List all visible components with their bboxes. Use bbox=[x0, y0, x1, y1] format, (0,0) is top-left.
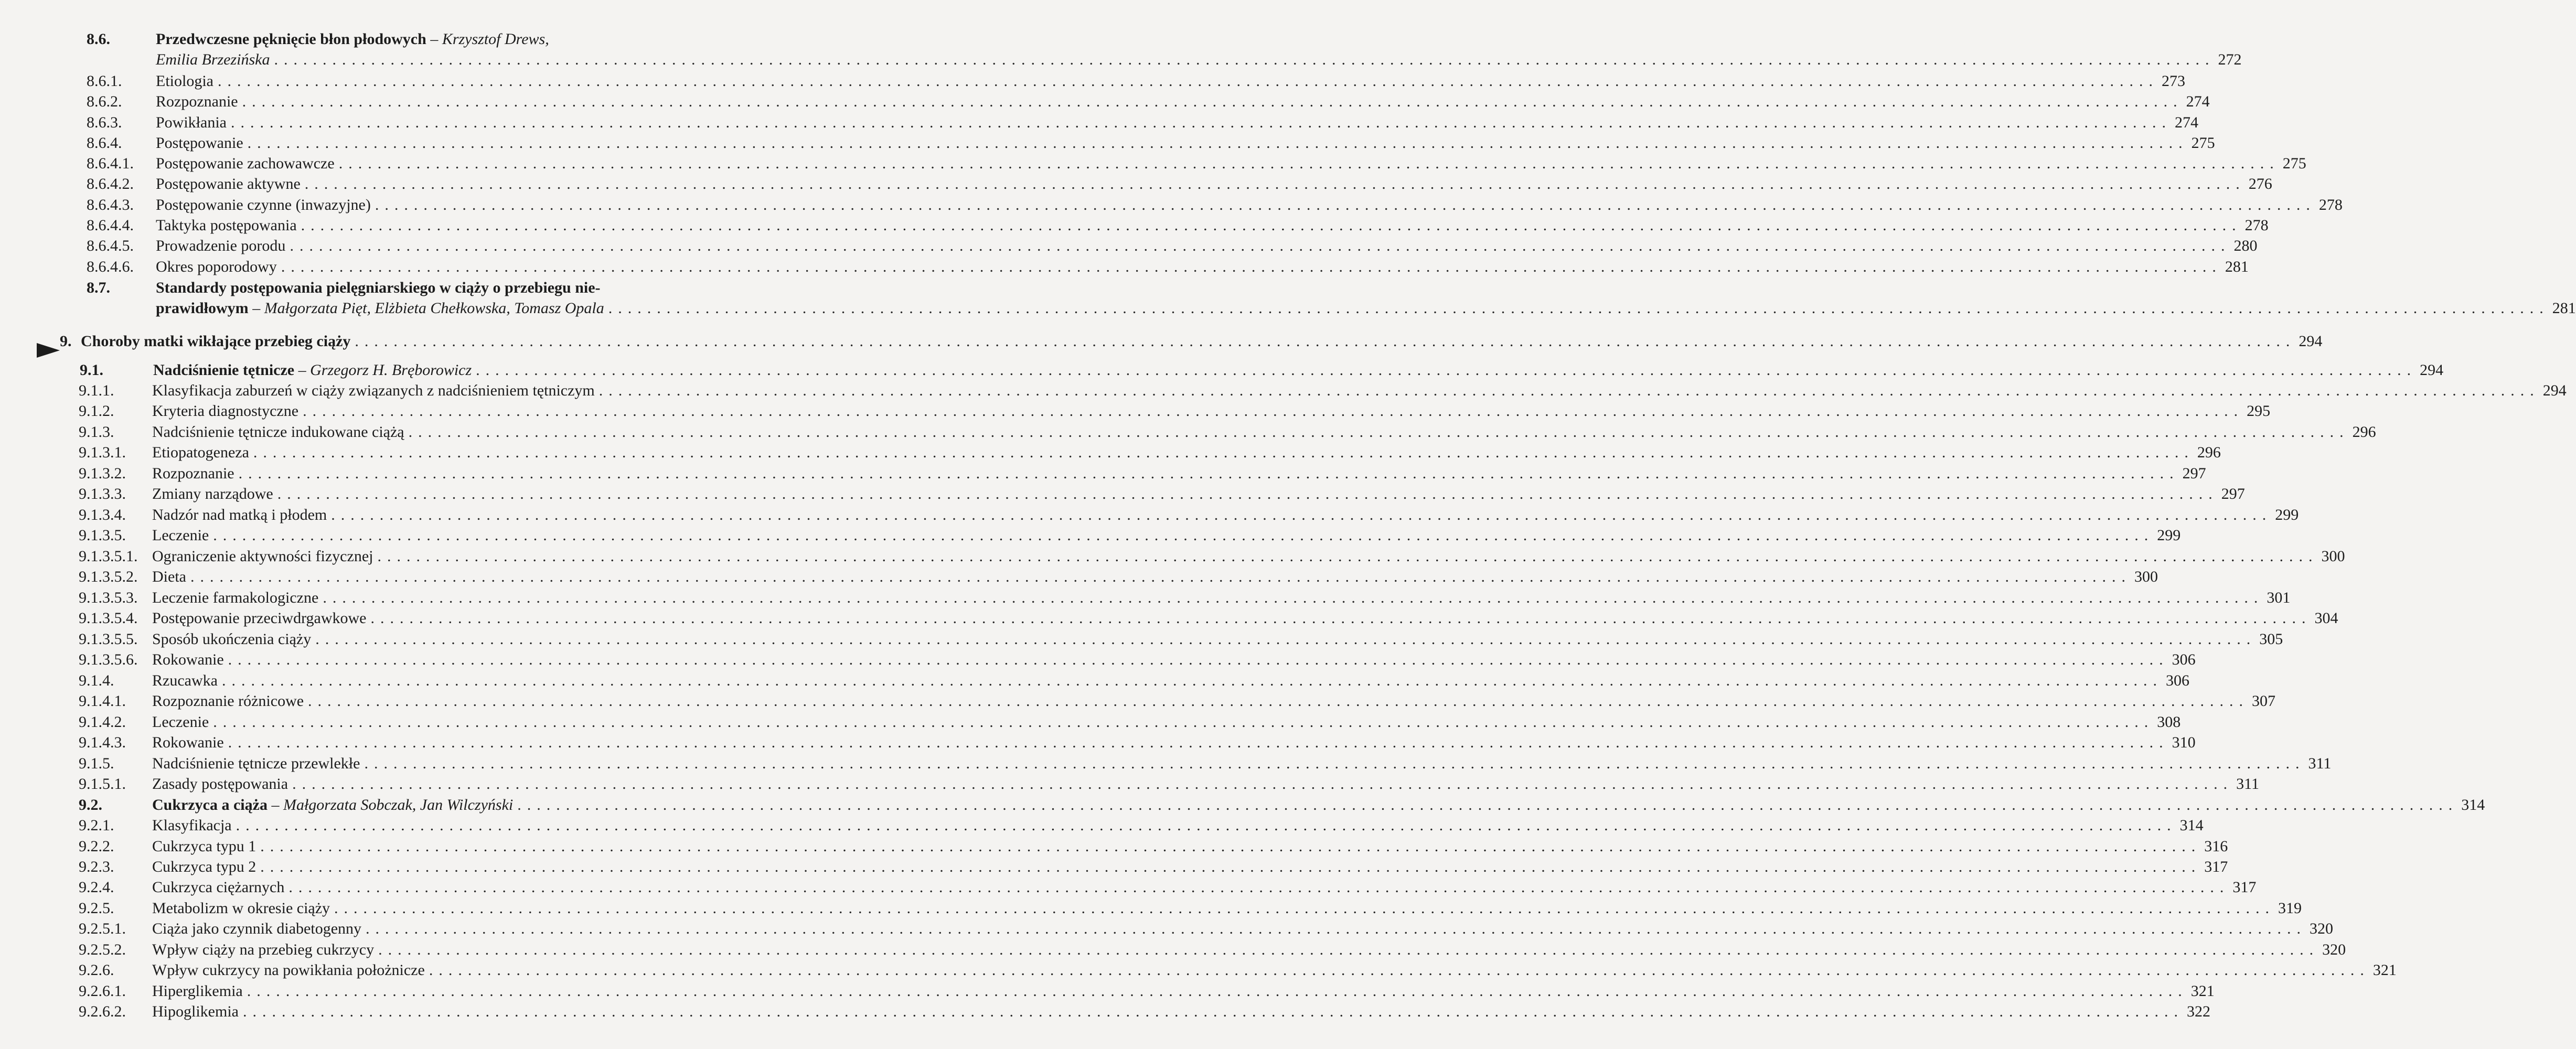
toc-entry bbox=[79, 712, 2181, 732]
toc-entry bbox=[79, 857, 2228, 877]
toc-entry bbox=[79, 795, 2485, 815]
toc-leader-dots: ........................................................................................................................................................................................................ bbox=[304, 175, 2246, 192]
toc-entry-page: 301 bbox=[2267, 589, 2291, 606]
toc-entry-page: 297 bbox=[2182, 465, 2206, 482]
toc-entry-number: 9. bbox=[60, 333, 72, 350]
toc-leader-dots: ........................................................................................................................................................................................................ bbox=[370, 609, 2312, 627]
toc-entry-title: Rozpoznanie bbox=[156, 93, 238, 110]
toc-entry-page: 278 bbox=[2318, 196, 2343, 213]
toc-entry-number: 8.6.3. bbox=[87, 114, 122, 131]
toc-entry-title: Nadciśnienie tętnicze bbox=[153, 361, 295, 379]
toc-leader-dots: ........................................................................................................................................................................................................ bbox=[517, 796, 2459, 813]
toc-entry bbox=[79, 898, 2302, 918]
toc-leader-dots: ........................................................................................................................................................................................................ bbox=[331, 506, 2272, 523]
toc-leader-dots: ........................................................................................................................................................................................................ bbox=[277, 485, 2218, 502]
toc-entry bbox=[79, 877, 2257, 897]
toc-entry-number: 9.2.4. bbox=[79, 879, 114, 896]
toc-entry bbox=[79, 919, 2334, 939]
toc-leader-dots: ........................................................................................................................................................................................................ bbox=[323, 589, 2264, 606]
toc-leader-dots: ........................................................................................................................................................................................................ bbox=[247, 982, 2188, 1000]
toc-entry-title: Postępowanie przeciwdrgawkowe bbox=[152, 609, 367, 627]
toc-leader-dots: ........................................................................................................................................................................................................ bbox=[221, 672, 2163, 689]
toc-entry-title: prawidłowym bbox=[156, 299, 249, 317]
toc-entry-page: 281 bbox=[2225, 258, 2249, 275]
toc-entry-title: Etiologia bbox=[156, 72, 213, 90]
toc-entry-title: Rzucawka bbox=[152, 672, 218, 689]
toc-entry bbox=[87, 195, 2343, 215]
toc-entry bbox=[80, 360, 2444, 380]
toc-entry-number: 9.1.3.5.4. bbox=[79, 609, 138, 627]
toc-entry-title: Leczenie bbox=[152, 713, 209, 731]
toc-entry-page: 316 bbox=[2204, 838, 2228, 855]
toc-entry-title: Rozpoznanie różnicowe bbox=[152, 692, 304, 710]
toc-entry-title: Powikłania bbox=[156, 114, 227, 131]
toc-entry-title: Etiopatogeneza bbox=[152, 444, 249, 461]
toc-entry-number: 9.1.4.2. bbox=[79, 713, 126, 731]
toc-entry-number: 8.6.4.6. bbox=[87, 258, 134, 275]
toc-entry-page: 304 bbox=[2314, 609, 2338, 627]
toc-leader-dots: ........................................................................................................................................................................................................ bbox=[190, 568, 2131, 585]
toc-entry-page: 274 bbox=[2175, 114, 2198, 131]
toc-entry bbox=[79, 443, 2221, 463]
toc-entry-number: 8.6.2. bbox=[87, 93, 122, 110]
toc-entry-title: Ograniczenie aktywności fizycznej bbox=[152, 548, 373, 565]
toc-entry-number: 9.1.3.2. bbox=[79, 465, 126, 482]
toc-entry-title: Sposób ukończenia ciąży bbox=[152, 630, 312, 648]
toc-leader-dots: ........................................................................................................................................................................................................ bbox=[476, 361, 2417, 379]
toc-entry-title: Cukrzyca ciężarnych bbox=[152, 879, 285, 896]
toc-entry-title: Dieta bbox=[152, 568, 186, 585]
toc-entry-title: Rokowanie bbox=[152, 734, 224, 751]
toc-leader-dots: ........................................................................................................................................................................................................ bbox=[260, 838, 2201, 855]
toc-entry-number: 8.6.4.4. bbox=[87, 217, 134, 234]
toc-entry bbox=[87, 154, 2306, 174]
toc-leader-dots: ........................................................................................................................................................................................................ bbox=[231, 114, 2172, 131]
toc-entry-page: 281 bbox=[2552, 299, 2576, 317]
toc-entry-title: Zmiany narządowe bbox=[152, 485, 273, 502]
toc-entry-page: 310 bbox=[2172, 734, 2196, 751]
toc-entry-author: – Małgorzata Pięt, Elżbieta Chełkowska, Tomasz Opala bbox=[248, 299, 604, 317]
toc-entry-page: 317 bbox=[2204, 858, 2228, 875]
toc-entry-number: 8.6.4.1. bbox=[87, 155, 134, 172]
toc-entry-page: 297 bbox=[2221, 485, 2245, 502]
toc-entry bbox=[79, 754, 2332, 774]
toc-entry-number: 9.1.3.5.3. bbox=[79, 589, 138, 606]
toc-entry bbox=[79, 401, 2271, 421]
toc-entry-number: 9.1.3.5. bbox=[79, 527, 126, 544]
toc-leader-dots: ........................................................................................................................................................................................................ bbox=[408, 423, 2349, 441]
toc-entry-number: 8.6.4. bbox=[87, 134, 122, 152]
toc-entry bbox=[79, 650, 2196, 670]
toc-entry bbox=[87, 298, 2576, 318]
toc-leader-dots: ........................................................................................................................................................................................................ bbox=[364, 755, 2305, 772]
toc-entry-number: 9.1.3.5.2. bbox=[79, 568, 138, 585]
toc-entry-page: 276 bbox=[2248, 175, 2272, 192]
toc-leader-dots: ........................................................................................................................................................................................................ bbox=[303, 402, 2244, 420]
toc-entry bbox=[87, 216, 2269, 236]
toc-leader-dots: ........................................................................................................................................................................................................ bbox=[247, 134, 2188, 152]
toc-entry-number: 9.2.5.2. bbox=[79, 941, 126, 958]
toc-entry bbox=[87, 236, 2258, 256]
toc-entry-number: 9.1.3.1. bbox=[79, 444, 126, 461]
toc-entry-title: Postępowanie zachowawcze bbox=[156, 155, 335, 172]
toc-entry-number: 9.1.4. bbox=[79, 672, 114, 689]
toc-entry-page: 272 bbox=[2218, 51, 2242, 68]
toc-entry-page: 280 bbox=[2233, 237, 2258, 254]
toc-entry bbox=[79, 1002, 2210, 1022]
toc-entry-number: 8.7. bbox=[87, 279, 110, 296]
toc-entry-number: 8.6. bbox=[87, 30, 110, 48]
toc-entry-number: 9.1.3.4. bbox=[79, 506, 126, 523]
toc-entry bbox=[79, 774, 2259, 794]
toc-entry-number: 9.2.3. bbox=[79, 858, 114, 875]
toc-leader-dots: ........................................................................................................................................................................................................ bbox=[308, 692, 2249, 710]
toc-entry-page: 306 bbox=[2172, 651, 2196, 668]
toc-entry-page: 320 bbox=[2310, 920, 2334, 937]
toc-entry-number: 9.2.6. bbox=[79, 961, 114, 979]
toc-entry-number: 9.1.3.5.5. bbox=[79, 630, 138, 648]
toc-entry-title: Metabolizm w okresie ciąży bbox=[152, 900, 330, 917]
toc-entry bbox=[79, 526, 2181, 545]
toc-entry-author: – Małgorzata Sobczak, Jan Wilczyński bbox=[267, 796, 514, 813]
toc-entry bbox=[87, 113, 2198, 133]
toc-entry bbox=[79, 381, 2567, 401]
toc-entry-page: 314 bbox=[2461, 796, 2485, 813]
toc-leader-dots: ........................................................................................................................................................................................................ bbox=[242, 1003, 2184, 1020]
toc-entry bbox=[79, 671, 2189, 691]
toc-entry-title: Leczenie farmakologiczne bbox=[152, 589, 319, 606]
toc-entry-title: Kryteria diagnostyczne bbox=[152, 402, 299, 420]
toc-entry-number: 9.2.6.1. bbox=[79, 982, 126, 1000]
toc-entry-number: 9.1.2. bbox=[79, 402, 114, 420]
toc-entry-title: Nadciśnienie tętnicze przewlekłe bbox=[152, 755, 360, 772]
toc-entry-page: 305 bbox=[2259, 630, 2283, 648]
toc-entry-number: 8.6.1. bbox=[87, 72, 122, 90]
toc-entry-page: 317 bbox=[2232, 879, 2257, 896]
toc-entry-page: 311 bbox=[2236, 775, 2259, 793]
toc-entry bbox=[79, 547, 2345, 566]
toc-entry bbox=[79, 733, 2196, 753]
toc-entry-title: Hiperglikemia bbox=[152, 982, 243, 1000]
toc-entry-title: Rozpoznanie bbox=[152, 465, 234, 482]
toc-entry-number: 9.1.5.1. bbox=[79, 775, 126, 793]
toc-entry-page: 295 bbox=[2247, 402, 2271, 420]
toc-entry-page: 275 bbox=[2282, 155, 2306, 172]
toc-entry-number: 8.6.4.3. bbox=[87, 196, 134, 213]
toc-entry-author: Emilia Brzezińska bbox=[156, 51, 270, 68]
toc-leader-dots: ........................................................................................................................................................................................................ bbox=[334, 900, 2275, 917]
toc-entry-number: 9.2.5.1. bbox=[79, 920, 126, 937]
toc-leader-dots: ........................................................................................................................................................................................................ bbox=[290, 237, 2231, 254]
toc-entry-title: Przedwczesne pęknięcie błon płodowych bbox=[156, 30, 426, 48]
toc-entry-number: 9.1.3.5.1. bbox=[79, 548, 138, 565]
toc-entry-page: 311 bbox=[2308, 755, 2332, 772]
toc-entry-page: 306 bbox=[2165, 672, 2189, 689]
toc-entry-title: Klasyfikacja bbox=[152, 817, 232, 834]
toc-entry-page: 307 bbox=[2252, 692, 2276, 710]
toc-leader-dots: ........................................................................................................................................................................................................ bbox=[228, 651, 2169, 668]
toc-entry bbox=[87, 50, 2242, 70]
toc-entry-number: 9.1.3.3. bbox=[79, 485, 126, 502]
toc-leader-dots: ........................................................................................................................................................................................................ bbox=[253, 444, 2194, 461]
toc-entry-title: Zasady postępowania bbox=[152, 775, 288, 793]
toc-entry bbox=[79, 464, 2206, 484]
toc-entry-page: 278 bbox=[2244, 217, 2269, 234]
toc-entry-number: 9.2. bbox=[79, 796, 102, 813]
toc-leader-dots: ........................................................................................................................................................................................................ bbox=[355, 333, 2296, 350]
toc-leader-dots: ........................................................................................................................................................................................................ bbox=[598, 382, 2540, 399]
toc-leader-dots: ........................................................................................................................................................................................................ bbox=[238, 465, 2179, 482]
toc-leader-dots: ........................................................................................................................................................................................................ bbox=[292, 775, 2233, 793]
toc-entry-number: 9.2.5. bbox=[79, 900, 114, 917]
toc-entry-number: 9.2.1. bbox=[79, 817, 114, 834]
toc-entry-title: Klasyfikacja zaburzeń w ciąży związanych z nadciśnieniem tętniczym bbox=[152, 382, 595, 399]
toc-entry bbox=[87, 278, 658, 298]
toc-leader-dots: ........................................................................................................................................................................................................ bbox=[228, 734, 2169, 751]
toc-leader-dots: ........................................................................................................................................................................................................ bbox=[213, 713, 2154, 731]
toc-entry-number: 8.6.4.2. bbox=[87, 175, 134, 192]
toc-entry-title: Rokowanie bbox=[152, 651, 224, 668]
toc-entry bbox=[79, 816, 2204, 836]
toc-entry bbox=[79, 940, 2346, 960]
toc-leader-dots: ........................................................................................................................................................................................................ bbox=[429, 961, 2370, 979]
toc-entry bbox=[87, 92, 2210, 112]
toc-entry-page: 320 bbox=[2322, 941, 2346, 958]
toc-entry-page: 322 bbox=[2186, 1003, 2210, 1020]
toc-entry-title: Cukrzyca typu 2 bbox=[152, 858, 256, 875]
toc-entry-title: Nadzór nad matką i płodem bbox=[152, 506, 327, 523]
toc-entry-number: 9.2.6.2. bbox=[79, 1003, 126, 1020]
toc-entry-title: Cukrzyca typu 1 bbox=[152, 838, 256, 855]
toc-entry bbox=[79, 837, 2228, 857]
toc-entry bbox=[87, 133, 2215, 153]
toc-entry-page: 273 bbox=[2161, 72, 2185, 90]
toc-entry bbox=[87, 174, 2272, 194]
toc-entry bbox=[87, 257, 2249, 277]
toc-leader-dots: ........................................................................................................................................................................................................ bbox=[375, 196, 2316, 213]
toc-leader-dots: ........................................................................................................................................................................................................ bbox=[315, 630, 2257, 648]
toc-entry-title: Postępowanie bbox=[156, 134, 243, 152]
toc-entry-page: 300 bbox=[2321, 548, 2345, 565]
toc-entry-page: 300 bbox=[2134, 568, 2158, 585]
toc-entry-title: Taktyka postępowania bbox=[156, 217, 297, 234]
toc-entry bbox=[79, 484, 2245, 504]
toc-leader-dots: ........................................................................................................................................................................................................ bbox=[260, 858, 2201, 875]
toc-entry-page: 294 bbox=[2299, 333, 2323, 350]
toc-entry-page: 294 bbox=[2420, 361, 2444, 379]
toc-entry-page: 314 bbox=[2179, 817, 2204, 834]
toc-entry-author: – Grzegorz H. Bręborowicz bbox=[294, 361, 472, 379]
toc-entry bbox=[79, 629, 2283, 649]
toc-entry-author: – Krzysztof Drews, bbox=[426, 30, 549, 48]
toc-entry-page: 274 bbox=[2186, 93, 2210, 110]
toc-leader-dots: ........................................................................................................................................................................................................ bbox=[274, 51, 2215, 68]
toc-entry-title: Prowadzenie porodu bbox=[156, 237, 286, 254]
toc-entry-title: Postępowanie aktywne bbox=[156, 175, 301, 192]
toc-entry-number: 9.1. bbox=[80, 361, 103, 379]
toc-leader-dots: ........................................................................................................................................................................................................ bbox=[236, 817, 2177, 834]
toc-entry-number: 9.1.1. bbox=[79, 382, 114, 399]
toc-leader-dots: ........................................................................................................................................................................................................ bbox=[217, 72, 2158, 90]
toc-entry-title: Okres poporodowy bbox=[156, 258, 277, 275]
toc-entry bbox=[79, 608, 2338, 628]
toc-entry bbox=[79, 981, 2215, 1001]
toc-entry-page: 308 bbox=[2157, 713, 2181, 731]
toc-entry bbox=[79, 588, 2291, 608]
toc-entry-title: Wpływ cukrzycy na powikłania położnicze bbox=[152, 961, 425, 979]
toc-entry-page: 294 bbox=[2542, 382, 2567, 399]
toc-entry-number: 9.1.3.5.6. bbox=[79, 651, 138, 668]
toc-leader-dots: ........................................................................................................................................................................................................ bbox=[288, 879, 2230, 896]
toc-entry-number: 9.1.5. bbox=[79, 755, 114, 772]
toc-entry-number: 9.1.3. bbox=[79, 423, 114, 441]
toc-entry-title: Hipoglikemia bbox=[152, 1003, 239, 1020]
toc-entry-page: 296 bbox=[2352, 423, 2376, 441]
toc-entry-page: 299 bbox=[2157, 527, 2181, 544]
toc-entry bbox=[79, 691, 2276, 711]
toc-leader-dots: ........................................................................................................................................................................................................ bbox=[608, 299, 2549, 317]
toc-entry-page: 299 bbox=[2275, 506, 2299, 523]
toc-entry-title: Nadciśnienie tętnicze indukowane ciążą bbox=[152, 423, 404, 441]
toc-entry-title: Ciąża jako czynnik diabetogenny bbox=[152, 920, 362, 937]
toc-leader-dots: ........................................................................................................................................................................................................ bbox=[213, 527, 2154, 544]
toc-entry bbox=[79, 567, 2158, 587]
toc-leader-dots: ........................................................................................................................................................................................................ bbox=[338, 155, 2280, 172]
toc-entry bbox=[87, 71, 2185, 91]
toc-entry-page: 275 bbox=[2191, 134, 2215, 152]
chapter-arrow-icon bbox=[37, 343, 60, 358]
toc-entry-page: 321 bbox=[2190, 982, 2215, 1000]
toc-entry-title: Leczenie bbox=[152, 527, 209, 544]
toc-leader-dots: ........................................................................................................................................................................................................ bbox=[242, 93, 2183, 110]
toc-leader-dots: ........................................................................................................................................................................................................ bbox=[281, 258, 2222, 275]
toc-entry-title: Choroby matki wikłające przebieg ciąży bbox=[81, 333, 351, 350]
toc-entry-page: 321 bbox=[2372, 961, 2397, 979]
toc-leader-dots: ........................................................................................................................................................................................................ bbox=[301, 217, 2242, 234]
toc-entry bbox=[79, 960, 2397, 980]
toc-entry-title: Wpływ ciąży na przebieg cukrzycy bbox=[152, 941, 375, 958]
toc-entry-title: Postępowanie czynne (inwazyjne) bbox=[156, 196, 371, 213]
toc-entry bbox=[79, 422, 2376, 442]
toc-leader-dots: ........................................................................................................................................................................................................ bbox=[377, 548, 2318, 565]
toc-entry-number: 9.2.2. bbox=[79, 838, 114, 855]
toc-entry bbox=[60, 331, 2323, 351]
toc-leader-dots: ........................................................................................................................................................................................................ bbox=[378, 941, 2320, 958]
toc-entry bbox=[87, 29, 658, 49]
toc-entry-title: Standardy postępowania pielęgniarskiego w ciąży o przebiegu nie- bbox=[156, 279, 601, 296]
toc-leader-dots: ........................................................................................................................................................................................................ bbox=[366, 920, 2307, 937]
toc-entry bbox=[79, 505, 2299, 525]
toc-entry-number: 8.6.4.5. bbox=[87, 237, 134, 254]
toc-entry-title: Cukrzyca a ciąża bbox=[152, 796, 268, 813]
toc-entry-number: 9.1.4.1. bbox=[79, 692, 126, 710]
toc-entry-number: 9.1.4.3. bbox=[79, 734, 126, 751]
toc-entry-page: 296 bbox=[2197, 444, 2221, 461]
toc-entry-page: 319 bbox=[2278, 900, 2302, 917]
